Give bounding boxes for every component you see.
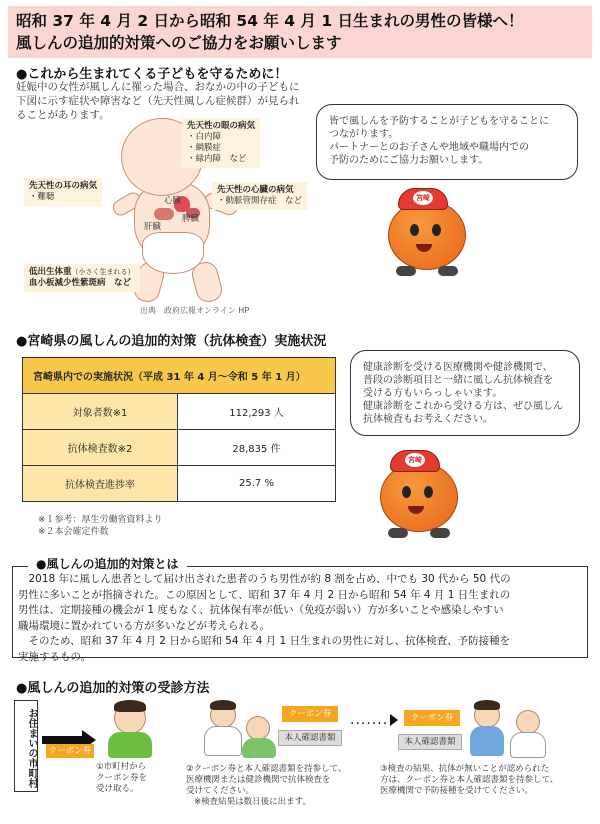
dotted-arrow-icon: ······· xyxy=(350,716,389,732)
header-title-line2: 風しんの追加的対策へのご協力をお願いします xyxy=(16,34,342,52)
step3-text: ③検査の結果、抗体が無いことが認められた 方は、クーポン券と本人確認書類を持参して、 医療機関で予防接種を受けてください。 xyxy=(380,764,559,796)
row-value: 25.7 % xyxy=(178,466,336,502)
status-table xyxy=(22,357,336,502)
step1-text: ①市町村から クーポン券を 受け取る。 xyxy=(96,762,148,794)
step2-text: ②クーポン券と本人確認書類を持参して、 医療機関または健診機関で抗体検査を 受けてください。 ※検査結果は数日後に出ます。 xyxy=(186,764,347,807)
id-document-1: 本人確認書類 xyxy=(278,730,342,746)
liver-icon xyxy=(154,208,174,220)
table-title: 宮崎県内での実施状況（平成 31 年 4 月～令和 5 年 1 月） xyxy=(23,358,336,394)
other-disease-box: 低出生体重（小さく生まれる） 血小板減少性紫斑病 など xyxy=(24,264,140,292)
id-document-2: 本人確認書類 xyxy=(398,734,462,750)
eye-disease-box: 先天性の眼の病気 ・白内障 ・網膜症 ・緑内障 など xyxy=(182,118,260,168)
bullet-icon: ● xyxy=(36,557,47,571)
coupon-ticket-1: クーポン券 xyxy=(46,744,94,758)
row-label: 抗体検査進捗率 xyxy=(23,466,178,502)
speech-bubble-1: 皆で風しんを予防することが子どもを守ることに つながります。 パートナーとのお子さんや地域や職場内での 予防のためにご協力お願いします。 xyxy=(316,104,578,180)
table-row xyxy=(23,466,336,502)
bullet-icon: ● xyxy=(16,67,28,82)
definition-text: 2018 年に風しん患者として届け出された患者のうち男性が約 8 割を占め、中でも 30 代から 50 代の 男性に多いことが指摘された。この原因として、昭和 37 年 4 月 2 日から昭和 54 年 4 月 1 日生まれの 男性は、定期接種の機会が 1 度もなく、抗体保有率が低い（免疫が弱い）方が多いことや感染しやすい 職場環境に置かれている方が多いなどが考えられる。 そのため、昭和 37 年 4 月 2 日から昭和 54 年 4 月 1 日生まれの男性に対し、抗体検査、予防接種を 実施するもの。 xyxy=(18,573,511,663)
header-title-line1: 昭和 37 年 4 月 2 日から昭和 54 年 4 月 1 日生まれの男性の皆様へ！ xyxy=(16,12,524,30)
row-value: 28,835 件 xyxy=(178,430,336,466)
residence-label: お住まいの市町村 xyxy=(14,700,38,792)
row-label: 抗体検査数※2 xyxy=(23,430,178,466)
coupon-ticket-2: クーポン券 xyxy=(282,706,338,722)
coupon-ticket-3: クーポン券 xyxy=(404,710,460,726)
person-nurse-patient xyxy=(470,700,550,760)
section1-heading: ●これから生まれてくる子どもを守るために！ xyxy=(16,67,288,82)
arrow-right-icon xyxy=(42,736,84,744)
person-doctor xyxy=(204,700,274,760)
table-notes: ※１参考：厚生労働省資料より ※２本会確定件数 xyxy=(38,515,163,537)
section1-intro: 妊娠中の女性が風しんに罹った場合、おなかの中の子どもに下図に示す症状や障害など（先天性風しん症候群）が見られることがあります。 xyxy=(16,81,300,121)
person-citizen xyxy=(100,700,160,760)
speech-bubble-2: 健康診断を受ける医療機関や健診機関で、 普段の診断項目と一緒に風しん抗体検査を 受ける方もいらっしゃいます。 健康診断をこれから受ける方は、ぜひ風しん 抗体検査もお考えください。 xyxy=(350,350,580,436)
mascot-character-1: 宮崎 xyxy=(380,186,475,278)
organ-label-spleen: 脾臓 xyxy=(182,214,200,224)
baby-illustration xyxy=(16,112,306,322)
organ-label-heart: 心臓 xyxy=(164,196,182,206)
definition-title: ●風しんの追加的対策とは xyxy=(28,555,187,572)
illustration-source: 出典 政府広報オンライン HP xyxy=(140,306,250,315)
organ-label-liver: 肝臓 xyxy=(144,222,162,232)
table-row xyxy=(23,430,336,466)
section4-heading: ●風しんの追加的対策の受診方法 xyxy=(16,681,210,696)
bullet-icon: ● xyxy=(16,681,28,696)
ear-disease-box: 先天性の耳の病気 ・難聴 xyxy=(24,178,102,206)
row-label: 対象者数※1 xyxy=(23,394,178,430)
bullet-icon: ● xyxy=(16,334,28,349)
section2-heading: ●宮崎県の風しんの追加的対策（抗体検査）実施状況 xyxy=(16,334,327,349)
page-header xyxy=(8,6,592,58)
mascot-character-2: 宮崎 xyxy=(372,448,467,540)
table-row xyxy=(23,394,336,430)
row-value: 112,293 人 xyxy=(178,394,336,430)
heart-disease-box: 先天性の心臓の病気 ・動脈管開存症 など xyxy=(212,182,307,210)
